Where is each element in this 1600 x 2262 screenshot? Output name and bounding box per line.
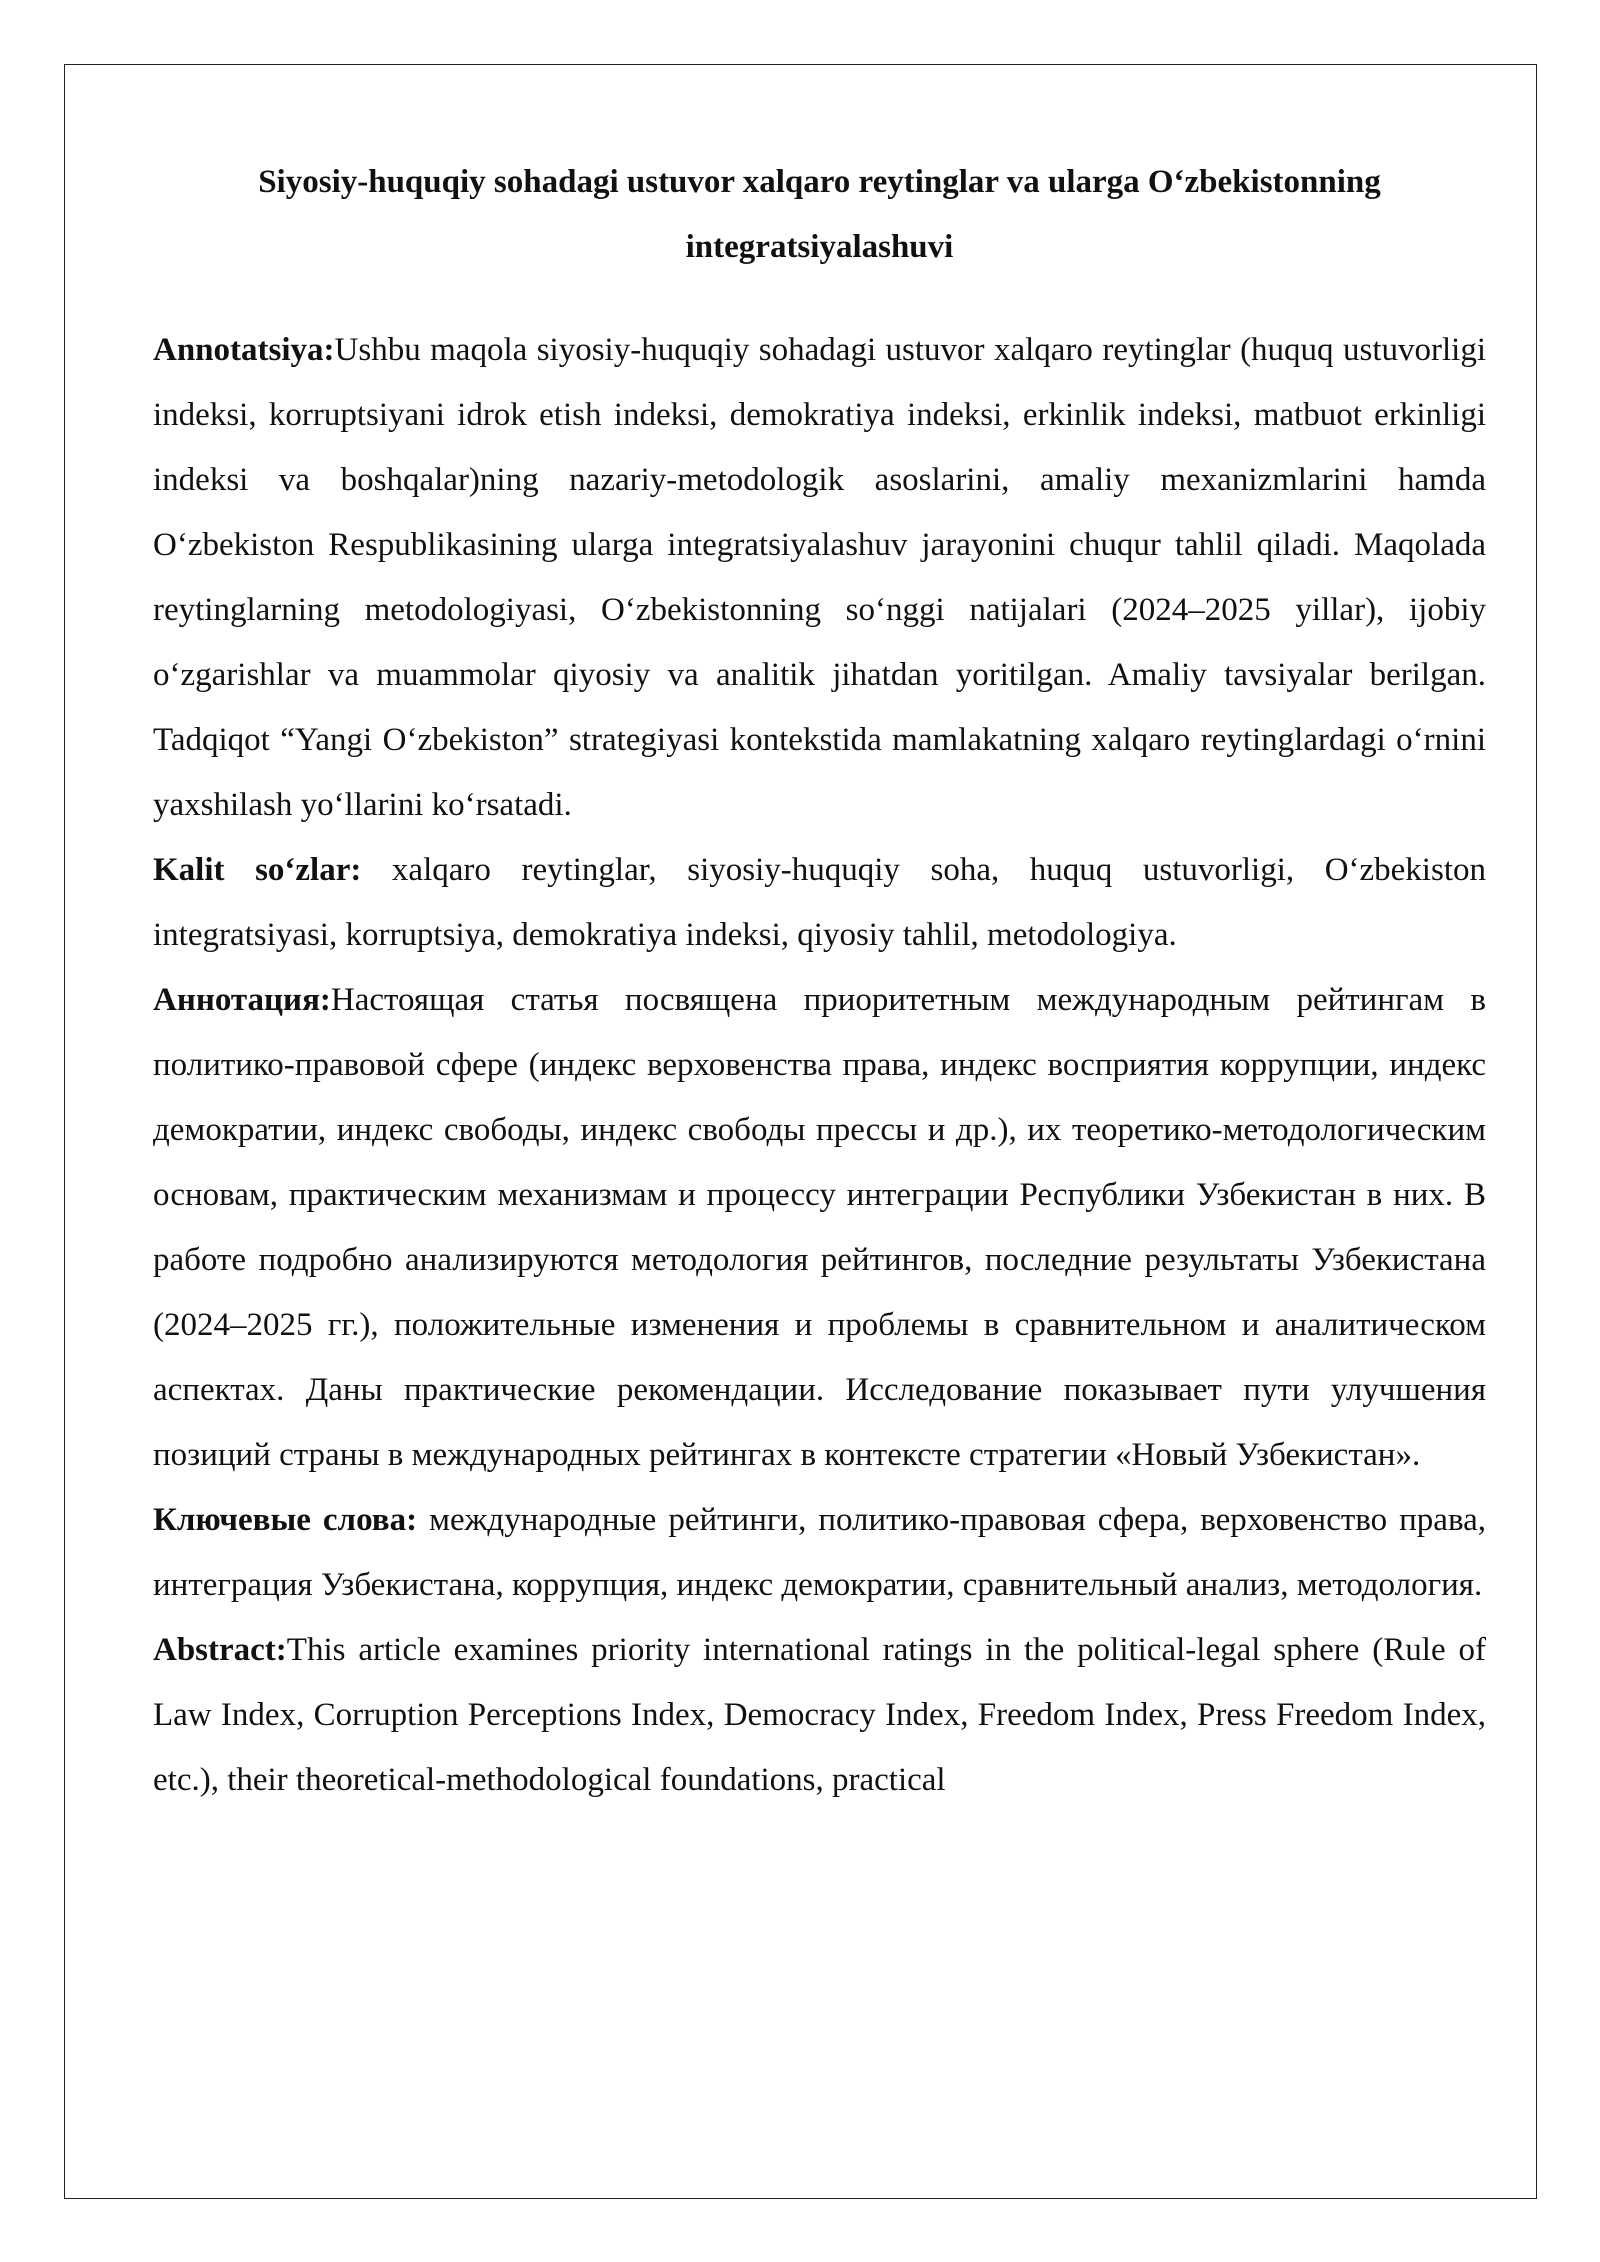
keywords-ru-text: международные рейтинги, политико-правовая сфера, верховенство права, интеграция Узбекистана, коррупция, индекс демократии, сравнительный анализ, методология. <box>153 1502 1486 1603</box>
annotation-ru-text: Настоящая статья посвящена приоритетным международным рейтингам в политико-правовой сфере (индекс верховенства права, индекс восприятия коррупции, индекс демократии, индекс свободы, индекс свободы прессы и др.), их теоретико-методологическим основам, практическим механизмам и процессу интеграции Республики Узбекистан в них. В работе подробно анализируются методология рейтингов, последние результаты Узбекистана (2024–2025 гг.), положительные изменения и проблемы в сравнительном и аналитическом аспектах. Даны практические рекомендации. Исследование показывает пути улучшения позиций страны в международных рейтингах в контексте стратегии «Новый Узбекистан». <box>153 982 1486 1473</box>
keywords-uz <box>153 838 1486 968</box>
annotation-ru <box>153 968 1486 1488</box>
abstract-en <box>153 1618 1486 1813</box>
article-body <box>153 150 1486 1813</box>
annotation-uz <box>153 318 1486 838</box>
keywords-ru-label: Ключевые слова: <box>153 1502 418 1538</box>
keywords-uz-label: Kalit so‘zlar: <box>153 852 362 888</box>
keywords-ru <box>153 1488 1486 1618</box>
annotation-uz-label: Annotatsiya: <box>153 332 335 368</box>
abstract-en-label: Abstract: <box>153 1632 287 1668</box>
article-title: Siyosiy-huquqiy sohadagi ustuvor xalqaro reytinglar va ularga O‘zbekistonning integratsiyalashuvi <box>258 164 1381 265</box>
annotation-ru-label: Аннотация: <box>153 982 331 1018</box>
annotation-uz-text: Ushbu maqola siyosiy-huquqiy sohadagi ustuvor xalqaro reytinglar (huquq ustuvorligi indeksi, korruptsiyani idrok etish indeksi, demokratiya indeksi, erkinlik indeksi, matbuot erkinligi indeksi va boshqalar)ning nazariy-metodologik asoslarini, amaliy mexanizmlarini hamda O‘zbekiston Respublikasining ularga integratsiyalashuv jarayonini chuqur tahlil qiladi. Maqolada reytinglarning metodologiyasi, O‘zbekistonning so‘nggi natijalari (2024–2025 yillar), ijobiy o‘zgarishlar va muammolar qiyosiy va analitik jihatdan yoritilgan. Amaliy tavsiyalar berilgan. Tadqiqot “Yangi O‘zbekiston” strategiyasi kontekstida mamlakatning xalqaro reytinglardagi o‘rnini yaxshilash yo‘llarini ko‘rsatadi. <box>153 332 1486 823</box>
keywords-uz-text: xalqaro reytinglar, siyosiy-huquqiy soha, huquq ustuvorligi, O‘zbekiston integratsiyasi, korruptsiya, demokratiya indeksi, qiyosiy tahlil, metodologiya. <box>153 852 1486 953</box>
abstract-en-text: This article examines priority international ratings in the political-legal sphere (Rule of Law Index, Corruption Perceptions Index, Democracy Index, Freedom Index, Press Freedom Index, etc.), their theoretical-methodological foundations, practical <box>153 1632 1486 1798</box>
